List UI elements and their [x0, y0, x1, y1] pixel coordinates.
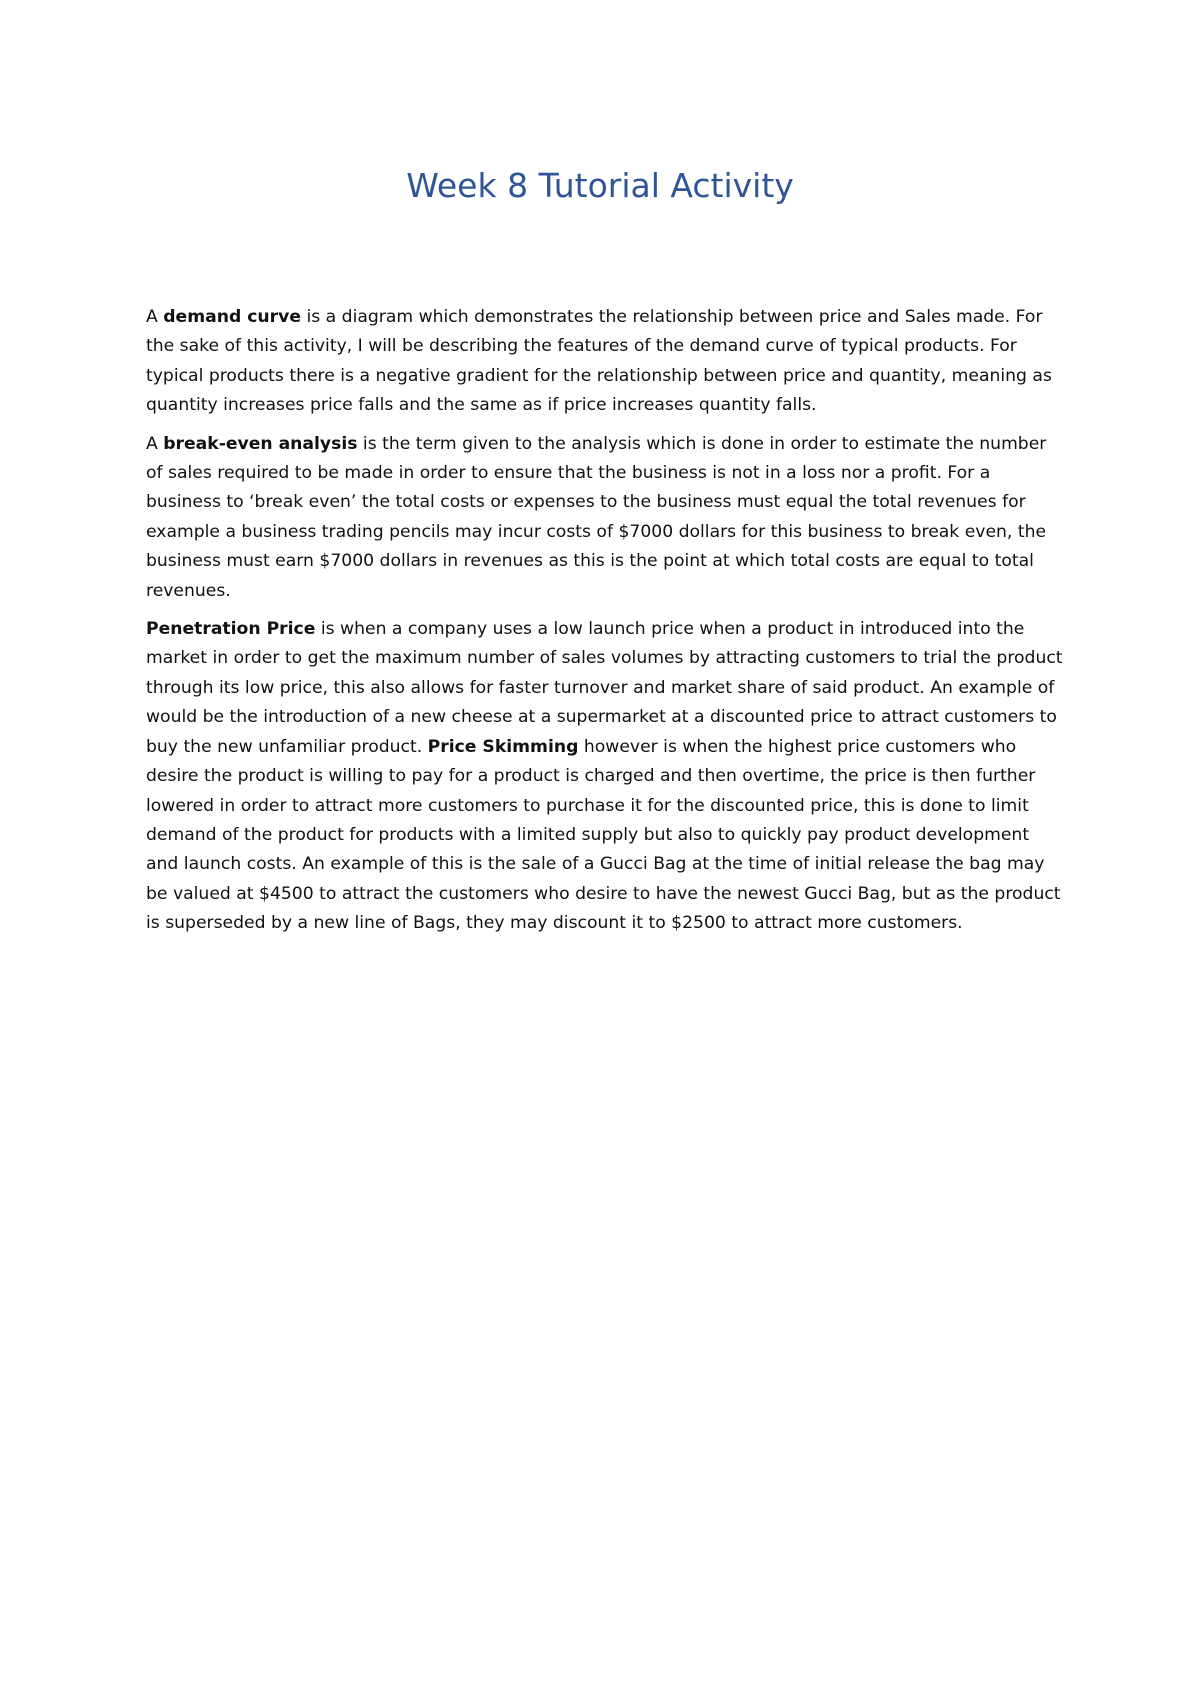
term-penetration-price: Penetration Price: [146, 619, 316, 640]
text-segment: A: [146, 307, 164, 327]
document-body: [146, 303, 1066, 948]
text-segment: is a diagram which demonstrates the relationship between price and Sales made. For the sake of this activity, I will be describing the features of the demand curve of typical products. For typical products there is a negative gradient for the relationship between price and quantity, meaning as quantity increases price falls and the same as if price increases quantity falls.: [146, 307, 1052, 416]
paragraph-pricing-strategies: [146, 615, 1066, 938]
text-segment: A: [146, 433, 164, 454]
term-break-even-analysis: break-even analysis: [163, 433, 358, 454]
text-segment: is the term given to the analysis which is done in order to estimate the number of sales required to be made in order to ensure that the business is not in a loss nor a profit. For a business to ‘break even’ the total costs or expenses to the business must equal the total revenues for example a business trading pencils may incur costs of $7000 dollars for this business to break even, the business must earn $7000 dollars in revenues as this is the point at which total costs are equal to total revenues.: [146, 433, 1047, 601]
page-title: Week 8 Tutorial Activity: [406, 166, 794, 205]
paragraph-break-even: [146, 430, 1066, 606]
term-demand-curve: demand curve: [163, 307, 301, 327]
text-segment: however is when the highest price customers who desire the product is willing to pay for a product is charged and then overtime, the price is then further lowered in order to attract more customers to purchase it for the discounted price, this is done to limit demand of the product for products with a limited supply but also to quickly pay product development and launch costs. An example of this is the sale of a Gucci Bag at the time of initial release the bag may be valued at $4500 to attract the customers who desire to have the newest Gucci Bag, but as the product is superseded by a new line of Bags, they may discount it to $2500 to attract more customers.: [146, 736, 1061, 934]
term-price-skimming: Price Skimming: [427, 736, 579, 757]
paragraph-demand-curve: [146, 303, 1066, 421]
text-segment: is when a company uses a low launch price when a product in introduced into the market in order to get the maximum number of sales volumes by attracting customers to trial the product through its low price, this also allows for faster turnover and market share of said product. An example of would be the introduction of a new cheese at a supermarket at a discounted price to attract customers to buy the new unfamiliar product.: [146, 619, 1063, 757]
